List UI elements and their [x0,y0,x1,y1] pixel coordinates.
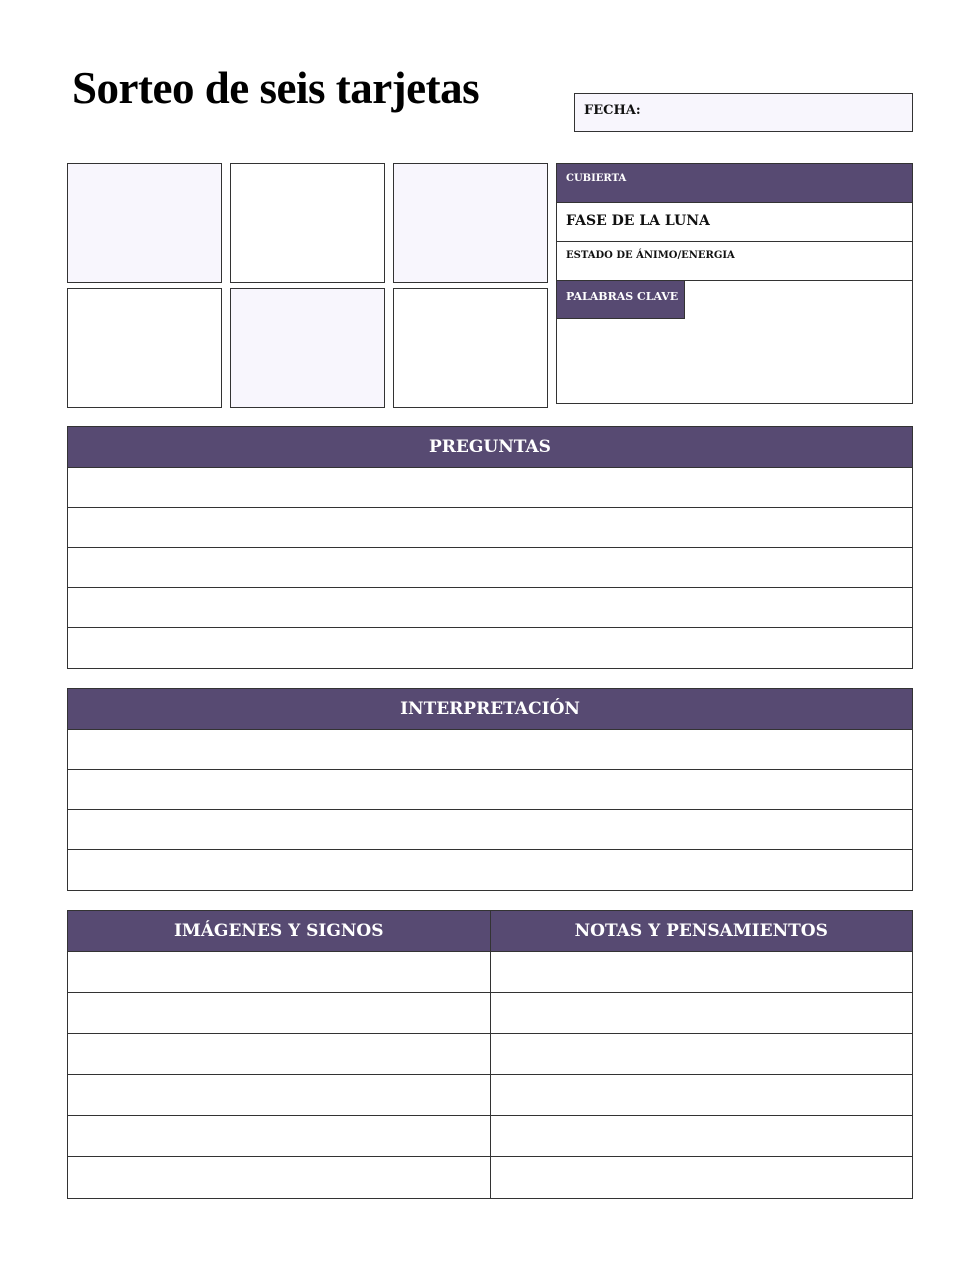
date-field[interactable] [574,93,913,132]
reading-info-panel [556,163,913,404]
card-slot-4[interactable] [67,288,222,408]
question-line[interactable] [68,588,912,628]
question-line[interactable] [68,628,912,668]
table-row [68,1157,912,1198]
notes-thoughts-cell[interactable] [491,1157,913,1198]
notes-thoughts-cell[interactable] [491,993,913,1033]
images-signs-header: IMÁGENES Y SIGNOS [68,911,491,951]
images-notes-header-row [68,911,912,952]
notes-thoughts-cell[interactable] [491,1116,913,1156]
table-row [68,1116,912,1157]
images-signs-cell[interactable] [68,1075,491,1115]
moon-phase-label: FASE DE LA LUNA [566,213,710,229]
table-row [68,952,912,993]
interpretation-header: INTERPRETACIÓN [68,689,912,730]
notes-thoughts-header: NOTAS Y PENSAMIENTOS [491,911,913,951]
interpretation-line[interactable] [68,770,912,810]
table-row [68,1075,912,1116]
keywords-label: PALABRAS CLAVE [556,280,685,319]
mood-energy-label: ESTADO DE ÁNIMO/ENERGIA [566,250,735,261]
card-slot-3[interactable] [393,163,548,283]
deck-field[interactable] [557,164,912,203]
images-signs-cell[interactable] [68,952,491,992]
notes-thoughts-cell[interactable] [491,1034,913,1074]
images-signs-cell[interactable] [68,993,491,1033]
interpretation-line[interactable] [68,730,912,770]
card-slot-6[interactable] [393,288,548,408]
notes-thoughts-cell[interactable] [491,1075,913,1115]
question-line[interactable] [68,468,912,508]
questions-section [67,426,913,669]
images-signs-cell[interactable] [68,1116,491,1156]
card-slot-5[interactable] [230,288,385,408]
questions-header: PREGUNTAS [68,427,912,468]
question-line[interactable] [68,548,912,588]
interpretation-line[interactable] [68,850,912,890]
table-row [68,993,912,1034]
notes-thoughts-cell[interactable] [491,952,913,992]
page-title: Sorteo de seis tarjetas [72,63,480,113]
deck-label: CUBIERTA [566,173,627,184]
mood-energy-field[interactable] [557,242,912,281]
question-line[interactable] [68,508,912,548]
date-label: FECHA: [584,103,641,118]
images-signs-cell[interactable] [68,1157,491,1198]
card-slot-2[interactable] [230,163,385,283]
interpretation-section [67,688,913,891]
images-signs-cell[interactable] [68,1034,491,1074]
images-notes-section [67,910,913,1199]
table-row [68,1034,912,1075]
moon-phase-field[interactable] [557,203,912,242]
interpretation-line[interactable] [68,810,912,850]
card-slot-1[interactable] [67,163,222,283]
